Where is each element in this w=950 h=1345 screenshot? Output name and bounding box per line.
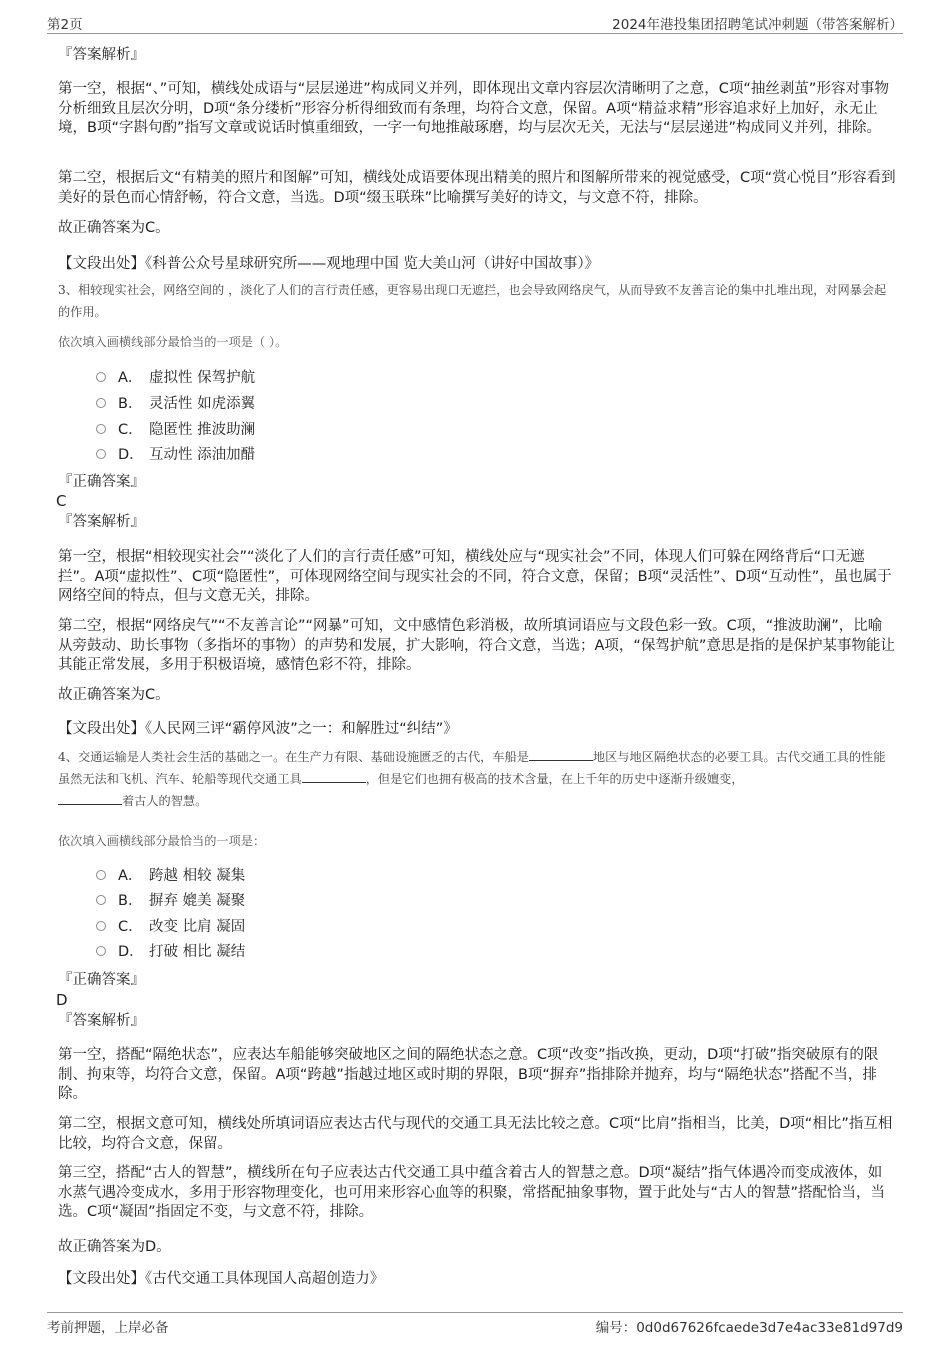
correct-answer: D: [56, 991, 68, 1009]
radio-button[interactable]: [96, 946, 106, 956]
option-c[interactable]: C． 改变 比肩 凝固: [96, 917, 245, 937]
option-a[interactable]: A． 跨越 相较 凝集: [96, 866, 245, 886]
page-number: 第2页: [47, 17, 83, 33]
analysis-paragraph: 第一空，根据“相较现实社会”“淡化了人们的言行责任感”可知，横线处应与“现实社会”不同，体现人们可躲在网络背后“口无遮拦”。A项“虚拟性”、C项“隐匿性”，可体现网络空间与现实社会的不同，符合文意，保留；B项“灵活性”、D项“互动性”，虽也属于网络空间的特点，但与文意无关，排除。: [58, 549, 892, 604]
radio-button[interactable]: [96, 372, 106, 382]
analysis-paragraph: 第一空，搭配“隔绝状态”，应表达车船能够突破地区之间的隔绝状态之意。C项“改变”指改换，更动，D项“打破”指突破原有的限制、拘束等，均符合文意，保留。A项“跨越”指越过地区或时期的界限，B项“摒弃”指排除并抛弃，均与“隔绝状态”搭配不当，排除。: [58, 1047, 879, 1102]
answer-blank: [58, 792, 122, 805]
answer-blank: [302, 770, 366, 783]
radio-button[interactable]: [96, 398, 106, 408]
source-citation: 【文段出处】《科普公众号星球研究所——观地理中国 览大美山河（讲好中国故事）》: [58, 256, 600, 272]
option-c[interactable]: C． 隐匿性 推波助澜: [96, 420, 255, 440]
question-instruction: 依次填入画横线部分最恰当的一项是：: [58, 834, 266, 848]
document-code: 编号：0d0d67626fcaede3d7e4ac33e81d97d9: [595, 1320, 903, 1336]
question-stem: 3、相较现实社会，网络空间的 ，淡化了人们的言行责任感，更容易出现口无遮拦，也会导致网络戾气，从而导致不友善言论的集中扎堆出现，对网暴会起 的作用。: [58, 283, 887, 319]
footer-slogan: 考前押题，上岸必备: [47, 1320, 169, 1336]
source-citation: 【文段出处】《人民网三评“霸停风波”之一：和解胜过“纠结”》: [58, 721, 458, 737]
radio-button[interactable]: [96, 449, 106, 459]
analysis-label: 『答案解析』: [58, 514, 145, 530]
analysis-paragraph: 第二空，根据后文“有精美的照片和图解”可知，横线处成语要体现出精美的照片和图解所带来的视觉感受，C项“赏心悦目”形容看到美好的景色而心情舒畅，符合文意，当选。D项“缀玉联珠”比喻撰写美好的诗文，与文意不符，排除。: [58, 170, 896, 206]
option-d[interactable]: D． 互动性 添油加醋: [96, 445, 255, 465]
analysis-paragraph: 第一空，根据“、”可知，横线处成语与“层层递进”构成同义并列，即体现出文章内容层次清晰明了之意，C项“抽丝剥茧”形容对事物分析细致且层次分明，D项“条分缕析”形容分析得细致而有条理，均符合文意，保留。A项“精益求精”形容追求好上加好，永无止境，B项“字斟句酌”指写文章或说话时慎重细致，一字一句地推敲琢磨，均与层次无关，无法与“层层递进”构成同义并列，排除。: [58, 81, 889, 136]
correct-answer-label: 『正确答案』: [58, 474, 145, 490]
analysis-paragraph: 第二空，根据文意可知，横线处所填词语应表达古代与现代的交通工具无法比较之意。C项“比肩”指相当，比美，D项“相比”指互相比较，均符合文意，保留。: [58, 1116, 893, 1152]
option-b[interactable]: B． 摒弃 媲美 凝聚: [96, 891, 245, 911]
analysis-label: 『答案解析』: [58, 1013, 145, 1029]
answer-blank: [529, 748, 593, 761]
analysis-paragraph: 第三空，搭配“古人的智慧”，横线所在句子应表达古代交通工具中蕴含着古人的智慧之意。D项“凝结”指气体遇冷而变成液体，如水蒸气遇冷变成水，多用于形容物理变化，也可用来形容心血等的积聚，常搭配抽象事物，置于此处与“古人的智慧”搭配恰当，当选。C项“凝固”指固定不变，与文意不符，排除。: [58, 1165, 886, 1220]
page-footer: [47, 1312, 903, 1335]
option-d[interactable]: D． 打破 相比 凝结: [96, 942, 245, 962]
correct-answer: C: [56, 492, 67, 510]
correct-answer-label: 『正确答案』: [58, 972, 145, 988]
radio-button[interactable]: [96, 895, 106, 905]
question-instruction: 依次填入画横线部分最恰当的一项是（ ）。: [58, 335, 288, 349]
conclusion: 故正确答案为C。: [58, 220, 170, 236]
radio-button[interactable]: [96, 424, 106, 434]
page-header: [47, 11, 903, 34]
question-stem: 4、交通运输是人类社会生活的基础之一。在生产力有限、基础设施匮乏的古代，车船是 地区与地区隔绝状态的必要工具。古代交通工具的性能虽然无法和飞机、汽车、轮船等现代交通工具 ，但是它们也拥有极高的技术含量，在上千年的历史中逐渐升级嬗变， 着古人的智慧。: [58, 750, 886, 808]
document-title: 2024年港投集团招聘笔试冲刺题（带答案解析）: [612, 17, 903, 33]
conclusion: 故正确答案为D。: [58, 1239, 171, 1255]
option-a[interactable]: A． 虚拟性 保驾护航: [96, 368, 255, 388]
radio-button[interactable]: [96, 870, 106, 880]
source-citation: 【文段出处】《古代交通工具体现国人高超创造力》: [58, 1271, 385, 1287]
conclusion: 故正确答案为C。: [58, 687, 170, 703]
analysis-paragraph: 第二空，根据“网络戾气”“不友善言论”“网暴”可知，文中感情色彩消极，故所填词语应与文段色彩一致。C项，“推波助澜”，比喻从旁鼓动、助长事物（多指坏的事物）的声势和发展，扩大影响，符合文意，当选；A项，“保驾护航”意思是指的是保护某事物能让其能正常发展，多用于积极语境，感情色彩不符，排除。: [58, 618, 895, 673]
option-b[interactable]: B． 灵活性 如虎添翼: [96, 394, 255, 414]
analysis-label: 『答案解析』: [58, 47, 145, 63]
radio-button[interactable]: [96, 921, 106, 931]
